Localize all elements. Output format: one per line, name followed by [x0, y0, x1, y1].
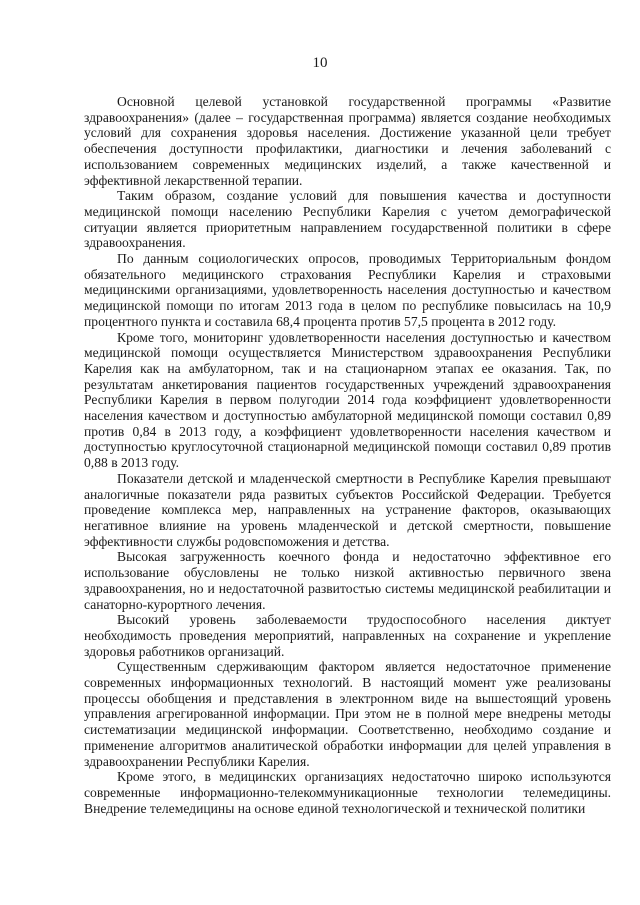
page-number: 10 — [312, 55, 328, 71]
paragraph-information-technology: Существенным сдерживающим фактором является недостаточное применение современных информационных технологий. В настоящий момент уже реализованы процессы обобщения и представления в электронном виде на вышестоящий уровень управления агрегированной информации. При этом не в полной мере внедрены методы систематизации медицинской информации. Соответственно, необходимо создание и применение алгоритмов аналитической обработки информации для целей управления в здравоохранении Республики Карелия. — [84, 659, 611, 769]
body-text — [84, 94, 611, 816]
paragraph-morbidity: Высокий уровень заболеваемости трудоспособного населения диктует необходимость проведения мероприятий, направленных на сохранение и укрепление здоровья работников организаций. — [84, 612, 611, 659]
paragraph-survey-results: По данным социологических опросов, проводимых Территориальным фондом обязательного медицинского страхования Республики Карелия и страховыми медицинскими организациями, удовлетворенность населения доступностью и качеством медицинской помощи по итогам 2013 года в целом по республике повысилась на 10,9 процентного пункта и составила 68,4 процента против 57,5 процента в 2012 году. — [84, 251, 611, 329]
paragraph-satisfaction-monitoring: Кроме того, мониторинг удовлетворенности населения доступностью и качеством медицинской помощи осуществляется Министерством здравоохранения Республики Карелия как на амбулаторном, так и на стационарном этапах ее оказания. Так, по результатам анкетирования пациентов государственных учреждений здравоохранения Республики Карелия в первом полугодии 2014 года коэффициент удовлетворенности населения качеством и доступностью амбулаторной медицинской помощи составил 0,89 против 0,84 в 2013 году, а коэффициент удовлетворенности населения качеством и доступностью круглосуточной стационарной медицинской помощи составил 0,89 против 0,88 в 2013 году. — [84, 329, 611, 471]
paragraph-bed-capacity: Высокая загруженность коечного фонда и недостаточно эффективное его использование обусловлены не только низкой активностью первичного звена здравоохранения, но и недостаточной развитостью системы медицинской реабилитации и санаторно-курортного лечения. — [84, 549, 611, 612]
paragraph-priority-direction: Таким образом, создание условий для повышения качества и доступности медицинской помощи населению Республики Карелия с учетом демографической ситуации является приоритетным направлением государственной политики в сфере здравоохранения. — [84, 188, 611, 251]
paragraph-telemedicine: Кроме этого, в медицинских организациях недостаточно широко используются современные информационно-телекоммуникационные технологии телемедицины. Внедрение телемедицины на основе единой технологической и технической политики — [84, 769, 611, 816]
paragraph-program-goal: Основной целевой установкой государственной программы «Развитие здравоохранения» (далее – государственная программа) является создание необходимых условий для сохранения здоровья населения. Достижение указанной цели требует обеспечения доступности профилактики, диагностики и лечения заболеваний с использованием современных медицинских изделий, а также качественной и эффективной лекарственной терапии. — [84, 94, 611, 188]
paragraph-child-mortality: Показатели детской и младенческой смертности в Республике Карелия превышают аналогичные показатели ряда развитых субъектов Российской Федерации. Требуется проведение комплекса мер, направленных на устранение факторов, оказывающих негативное влияние на уровень младенческой и детской смертности, повышение эффективности службы родовспоможения и детства. — [84, 470, 611, 549]
